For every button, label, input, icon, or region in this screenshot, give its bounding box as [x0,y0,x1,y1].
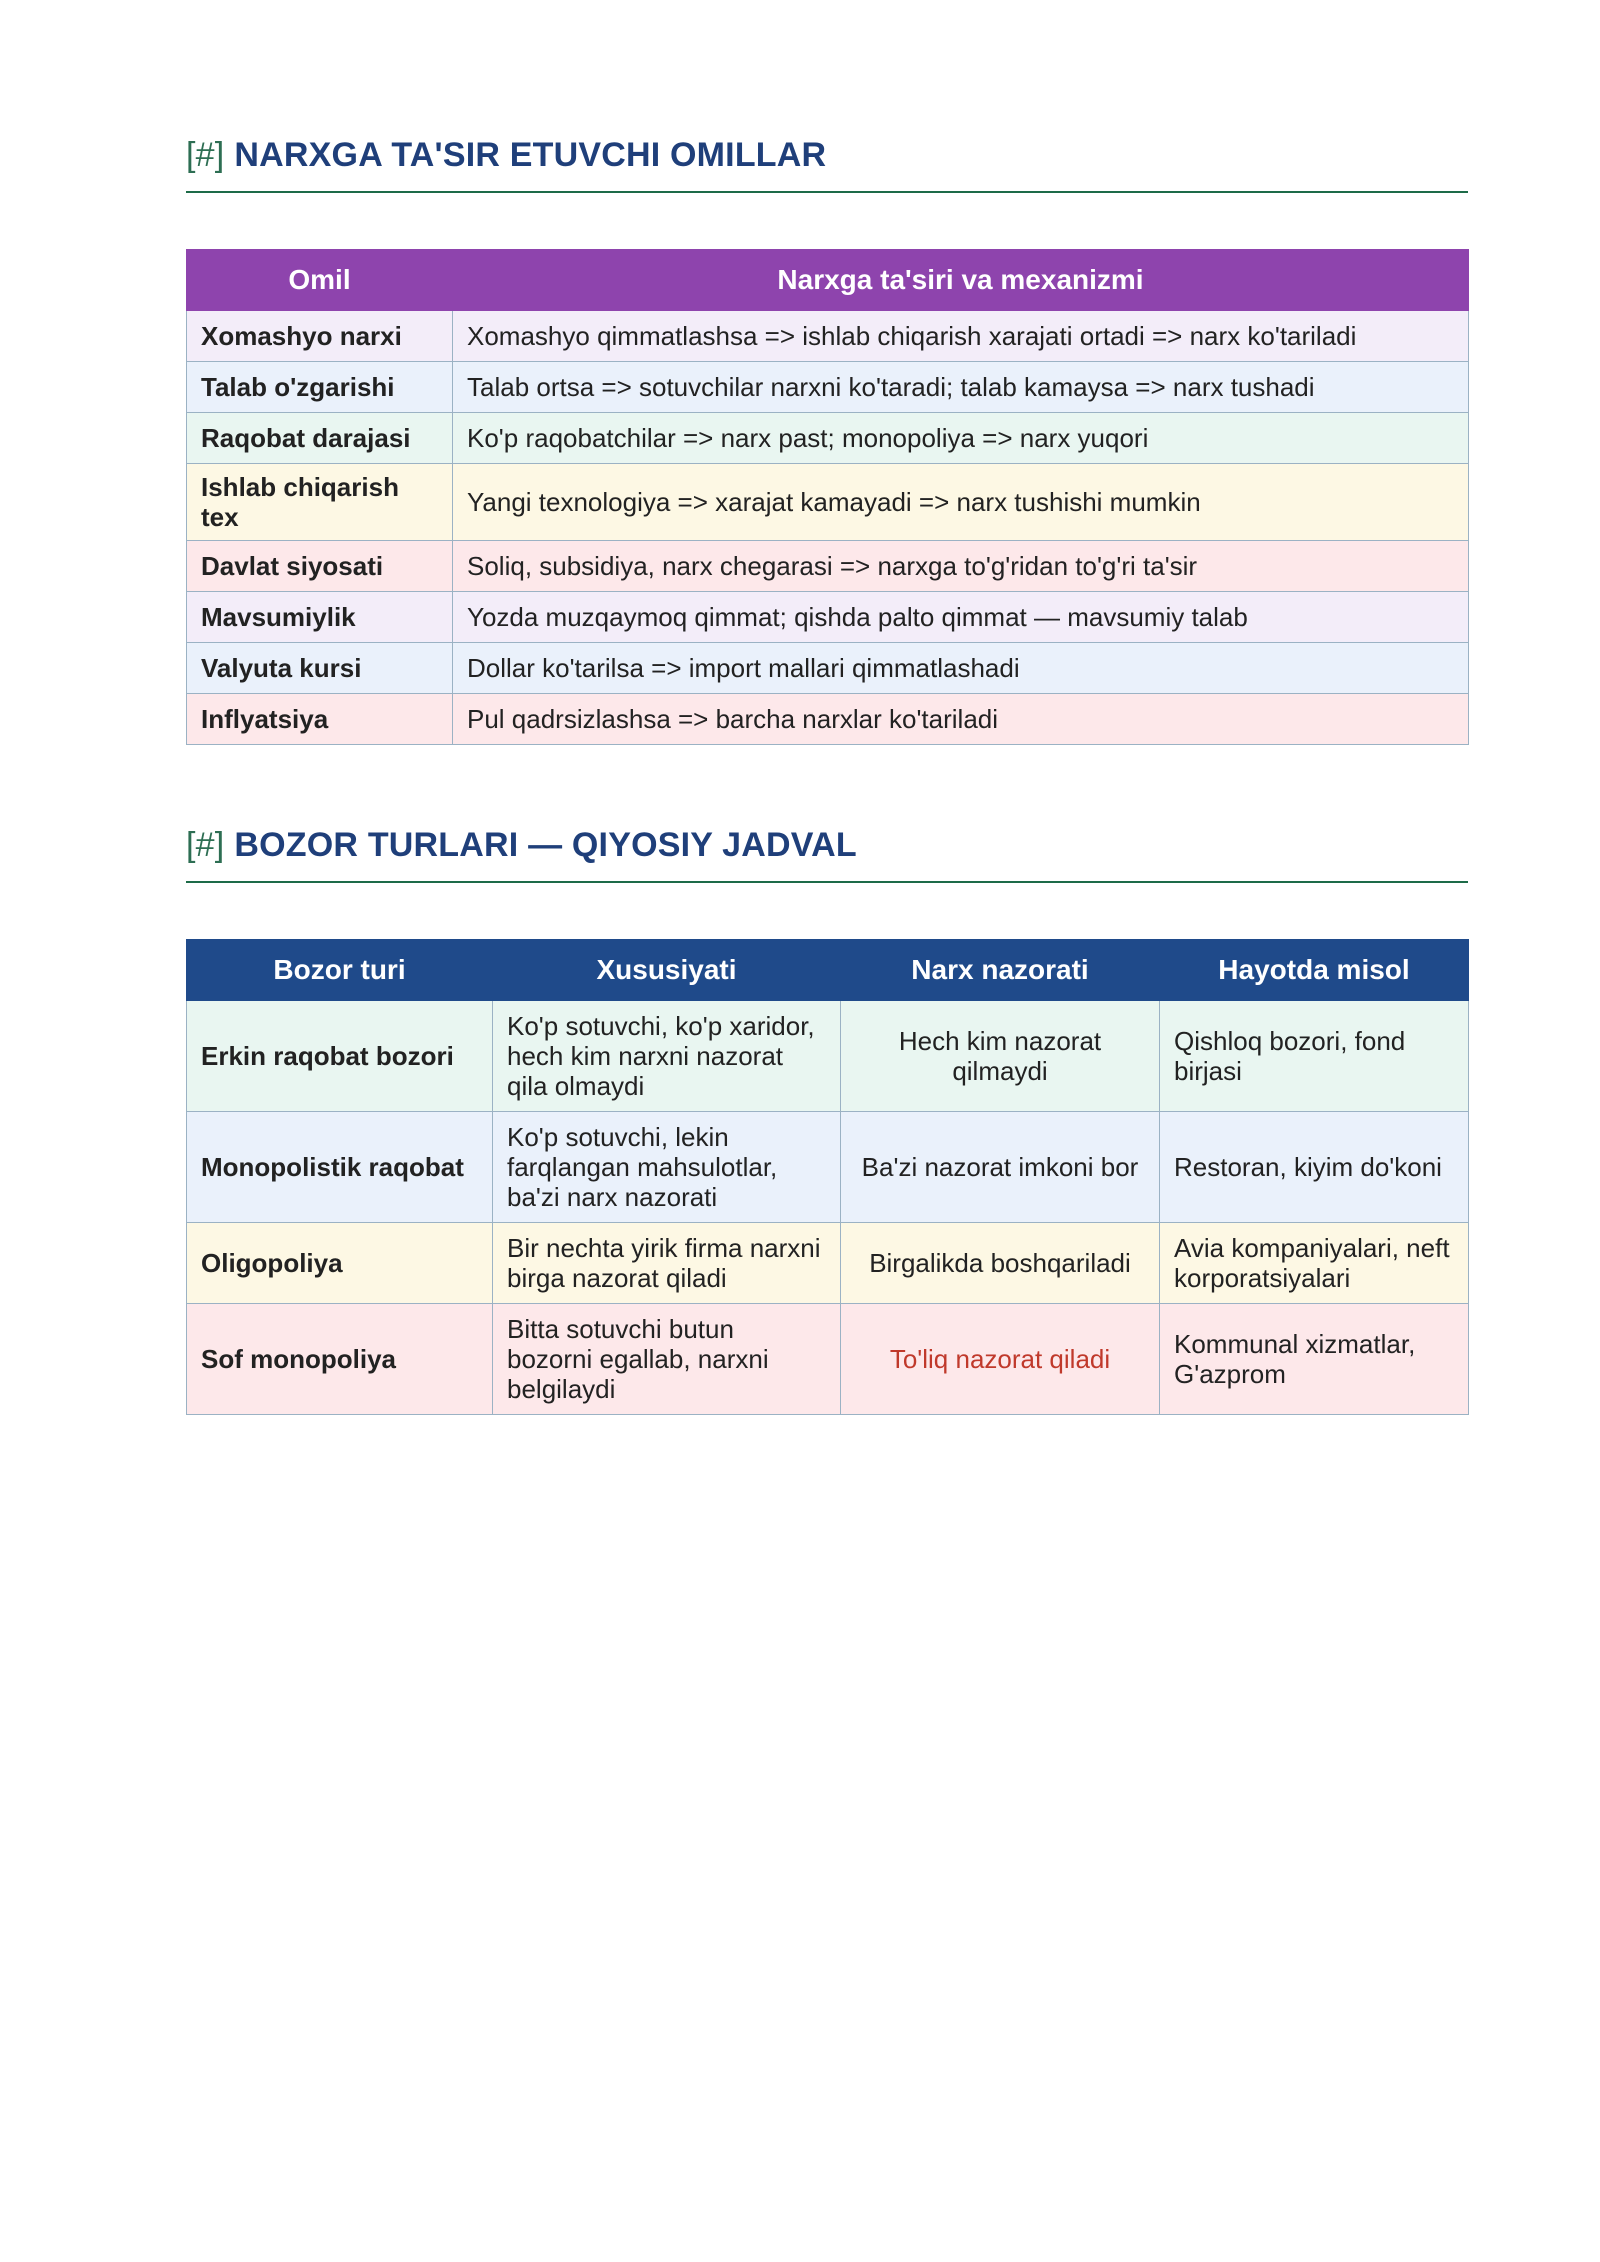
table-row [187,643,1469,694]
factor-cell: Xomashyo narxi [187,311,453,362]
table-row [187,592,1469,643]
effect-cell: Yangi texnologiya => xarajat kamayadi => narx tushishi mumkin [453,464,1469,541]
table-row [187,1001,1469,1112]
factor-cell: Talab o'zgarishi [187,362,453,413]
table-header-row [187,940,1469,1001]
table-header-row [187,250,1469,311]
factor-cell: Inflyatsiya [187,694,453,745]
example-cell: Qishloq bozori, fond birjasi [1160,1001,1469,1112]
price-control-cell: Ba'zi nazorat imkoni bor [841,1112,1160,1223]
market-type-cell: Oligopoliya [187,1223,493,1304]
effect-cell: Dollar ko'tarilsa => import mallari qimmatlashadi [453,643,1469,694]
table-row [187,1223,1469,1304]
example-cell: Restoran, kiyim do'koni [1160,1112,1469,1223]
column-header-effect: Narxga ta'siri va mexanizmi [453,250,1469,311]
section-heading-price-factors [186,133,1468,193]
price-control-cell: Birgalikda boshqariladi [841,1223,1160,1304]
table-row [187,1112,1469,1223]
market-types-table [186,939,1469,1415]
effect-cell: Yozda muzqaymoq qimmat; qishda palto qimmat — mavsumiy talab [453,592,1469,643]
table-row [187,541,1469,592]
table-row [187,311,1469,362]
table-row [187,413,1469,464]
column-header-price-control: Narx nazorati [841,940,1160,1001]
table-row [187,464,1469,541]
example-cell: Kommunal xizmatlar, G'azprom [1160,1304,1469,1415]
price-control-cell: Hech kim nazorat qilmaydi [841,1001,1160,1112]
factor-cell: Ishlab chiqarish tex [187,464,453,541]
column-header-example: Hayotda misol [1160,940,1469,1001]
market-type-cell: Erkin raqobat bozori [187,1001,493,1112]
feature-cell: Ko'p sotuvchi, lekin farqlangan mahsulotlar, ba'zi narx nazorati [493,1112,841,1223]
effect-cell: Ko'p raqobatchilar => narx past; monopoliya => narx yuqori [453,413,1469,464]
price-control-cell: To'liq nazorat qiladi [841,1304,1160,1415]
factor-cell: Raqobat darajasi [187,413,453,464]
effect-cell: Talab ortsa => sotuvchilar narxni ko'taradi; talab kamaysa => narx tushadi [453,362,1469,413]
document-page [186,0,1468,1415]
feature-cell: Bir nechta yirik firma narxni birga nazorat qiladi [493,1223,841,1304]
section-heading-market-types [186,823,1468,883]
feature-cell: Bitta sotuvchi butun bozorni egallab, narxni belgilaydi [493,1304,841,1415]
market-type-cell: Sof monopoliya [187,1304,493,1415]
price-factors-table [186,249,1469,745]
table-row [187,1304,1469,1415]
column-header-factor: Omil [187,250,453,311]
factor-cell: Davlat siyosati [187,541,453,592]
factor-cell: Valyuta kursi [187,643,453,694]
table-row [187,694,1469,745]
section-marker: [#] [186,136,225,174]
effect-cell: Pul qadrsizlashsa => barcha narxlar ko'tariladi [453,694,1469,745]
column-header-feature: Xususiyati [493,940,841,1001]
column-header-market-type: Bozor turi [187,940,493,1001]
table-row [187,362,1469,413]
effect-cell: Soliq, subsidiya, narx chegarasi => narxga to'g'ridan to'g'ri ta'sir [453,541,1469,592]
feature-cell: Ko'p sotuvchi, ko'p xaridor, hech kim narxni nazorat qila olmaydi [493,1001,841,1112]
section-title: NARXGA TA'SIR ETUVCHI OMILLAR [234,136,827,174]
market-type-cell: Monopolistik raqobat [187,1112,493,1223]
example-cell: Avia kompaniyalari, neft korporatsiyalari [1160,1223,1469,1304]
section-marker: [#] [186,826,225,864]
section-title: BOZOR TURLARI — QIYOSIY JADVAL [234,826,857,864]
effect-cell: Xomashyo qimmatlashsa => ishlab chiqarish xarajati ortadi => narx ko'tariladi [453,311,1469,362]
factor-cell: Mavsumiylik [187,592,453,643]
